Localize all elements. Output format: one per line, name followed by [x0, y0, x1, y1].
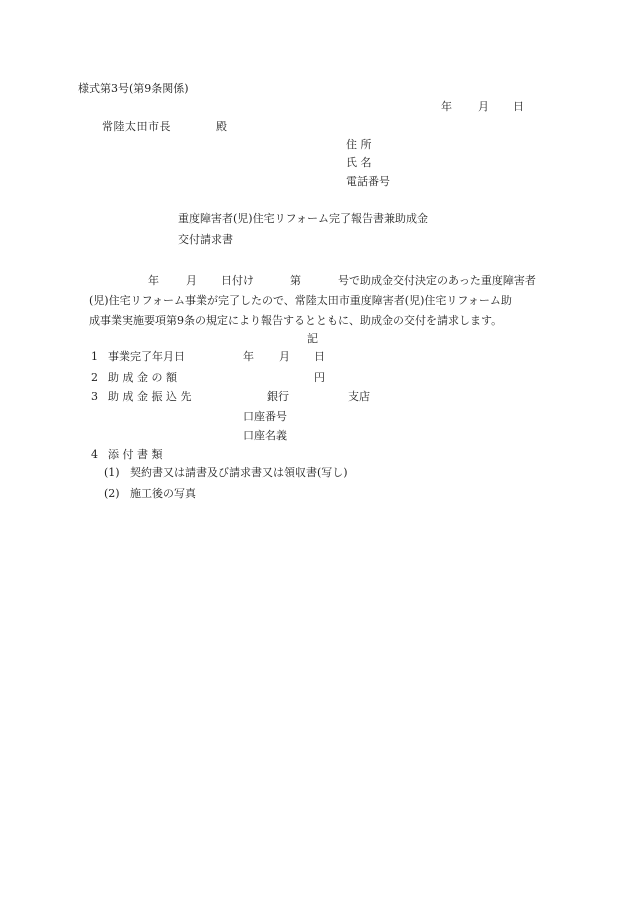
body-year: 年 [148, 274, 159, 287]
sub-item-photos: 施工後の写真 [130, 487, 196, 500]
addressee-mayor: 常陸太田市長 [102, 120, 171, 133]
item-year: 年 [243, 350, 254, 363]
item-month: 月 [279, 350, 290, 363]
item-label: 助 成 金 振 込 先 [108, 390, 192, 403]
title-line2: 交付請求書 [178, 233, 233, 246]
body-month: 月 [186, 274, 197, 287]
item-yen: 円 [314, 371, 325, 384]
body-line3: 成事業実施要項第9条の規定により報告するとともに、助成金の交付を請求します。 [89, 314, 503, 327]
item-bank: 銀行 [267, 390, 289, 403]
body-dated: 日付け [221, 274, 254, 287]
title-line1: 重度障害者(児)住宅リフォーム完了報告書兼助成金 [178, 212, 429, 225]
sub-item-number: (2) [104, 487, 120, 500]
date-day: 日 [513, 100, 524, 113]
body-line1-rest: 号で助成金交付決定のあった重度障害者 [338, 274, 536, 287]
applicant-name-label: 氏 名 [346, 156, 372, 169]
item-branch: 支店 [348, 390, 370, 403]
applicant-address-label: 住 所 [346, 138, 372, 151]
applicant-phone-label: 電話番号 [346, 175, 390, 188]
item-number: 1 [91, 350, 98, 363]
body-no: 第 [290, 274, 301, 287]
item-account-number: 口座番号 [243, 410, 287, 423]
item-number: 2 [91, 371, 98, 384]
body-line2: (児)住宅リフォーム事業が完了したので、常陸太田市重度障害者(児)住宅リフォーム助 [89, 294, 512, 307]
item-day: 日 [314, 350, 325, 363]
form-number: 様式第3号(第9条関係) [78, 82, 189, 95]
item-number: 3 [91, 390, 98, 403]
sub-item-number: (1) [104, 466, 120, 479]
item-label: 添 付 書 類 [108, 448, 163, 461]
date-month: 月 [478, 100, 489, 113]
item-label: 事業完了年月日 [108, 350, 185, 363]
item-label: 助 成 金 の 額 [108, 371, 177, 384]
ki-heading: 記 [307, 332, 318, 345]
sub-item-contract: 契約書又は請書及び請求書又は領収書(写し) [130, 466, 348, 479]
date-year: 年 [441, 100, 452, 113]
addressee-honorific: 殿 [216, 120, 227, 133]
item-number: 4 [91, 448, 98, 461]
item-account-name: 口座名義 [243, 429, 287, 442]
